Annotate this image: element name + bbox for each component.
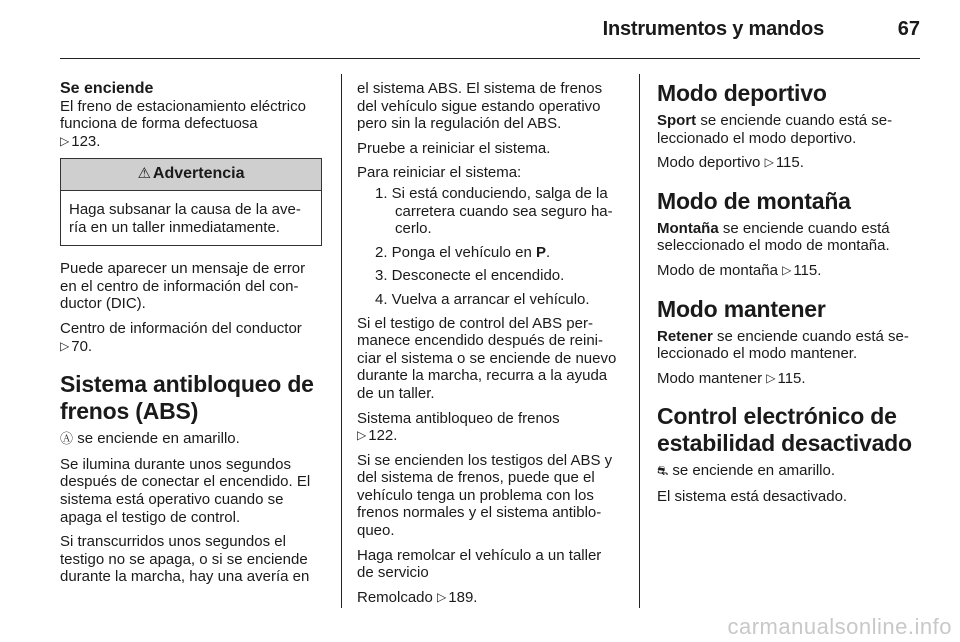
page-reference[interactable]: ▷ 123. bbox=[60, 132, 101, 150]
paragraph: Modo mantener ▷ 115. bbox=[657, 369, 806, 387]
section-title-abs: Sistema antibloqueo de frenos (ABS) bbox=[60, 371, 314, 425]
paragraph: Si el testigo de control del ABS per-manece encendido después de reini-ciar el sistema o se enciende de nuevo durante la marcha, recurra a la ayuda de un taller. bbox=[357, 314, 617, 402]
paragraph: Remolcado ▷ 189. bbox=[357, 588, 478, 606]
warning-header: ⚠ Advertencia bbox=[61, 159, 321, 191]
subheading-se-enciende: Se enciende bbox=[60, 80, 154, 97]
column-2 bbox=[357, 80, 619, 613]
column-divider-2 bbox=[639, 74, 640, 608]
paragraph: Montaña se enciende cuando está seleccionado el modo de montaña. bbox=[657, 219, 890, 255]
section-title-mountain: Modo de montaña bbox=[657, 187, 851, 214]
page-reference[interactable]: ▷ 70. bbox=[60, 337, 93, 355]
header-rule bbox=[60, 58, 920, 59]
abs-telltale-icon: Ⓐ bbox=[60, 432, 74, 448]
paragraph: Se ilumina durante unos segundos después de conectar el encendido. El sistema está operativo cuando se apaga el testigo de control. bbox=[60, 455, 311, 526]
page-reference[interactable]: ▷ 115. bbox=[782, 261, 822, 279]
column-divider-1 bbox=[341, 74, 342, 608]
warning-box bbox=[60, 158, 322, 246]
page-header-title: Instrumentos y mandos bbox=[602, 18, 824, 40]
sport-label: Sport bbox=[657, 112, 697, 129]
ref-arrow-icon: ▷ bbox=[764, 155, 774, 170]
paragraph: Centro de información del conductor ▷ 70. bbox=[60, 319, 302, 355]
paragraph: Para reiniciar el sistema: bbox=[357, 164, 522, 182]
list-item: 2. Ponga el vehículo en P. bbox=[375, 243, 551, 261]
steps-list bbox=[357, 185, 619, 309]
ref-arrow-icon: ▷ bbox=[782, 262, 792, 277]
column-1 bbox=[60, 80, 322, 593]
column-3 bbox=[657, 80, 919, 513]
section-title-esc-off: Control electrónico de estabilidad desactivado bbox=[657, 403, 912, 457]
paragraph: El sistema está desactivado. bbox=[657, 487, 848, 505]
paragraph: El freno de estacionamiento eléctrico funciona de forma defectuosa ▷ 123. bbox=[60, 97, 306, 150]
paragraph: el sistema ABS. El sistema de frenos del vehículo sigue estando operativo pero sin la regulación del ABS. bbox=[357, 80, 603, 133]
paragraph: Si transcurridos unos segundos el testigo no se apaga, o si se enciende durante la marcha, hay una avería en bbox=[60, 533, 310, 586]
section-title-hold: Modo mantener bbox=[657, 295, 826, 322]
paragraph: Si se encienden los testigos del ABS y del sistema de frenos, puede que el vehículo tenga un problema con los frenos normales y el sistema antiblo-queo. bbox=[357, 451, 613, 540]
warning-text: Haga subsanar la causa de la ave-ría en un taller inmediatamente. bbox=[69, 200, 301, 236]
page-reference[interactable]: ▷ 115. bbox=[766, 369, 806, 387]
mountain-label: Montaña bbox=[657, 219, 719, 237]
paragraph: Modo de montaña ▷ 115. bbox=[657, 261, 822, 279]
paragraph: Sistema antibloqueo de frenos ▷ 122. bbox=[357, 409, 560, 445]
section-title-sport: Modo deportivo bbox=[657, 80, 827, 106]
paragraph: Retener se enciende cuando está se-leccionado el modo mantener. bbox=[657, 327, 909, 363]
list-item: 1. Si está conduciendo, salga de la carretera cuando sea seguro ha-cerlo. bbox=[375, 184, 613, 238]
list-item: 4. Vuelva a arrancar el vehículo. bbox=[375, 290, 590, 308]
paragraph: ⛐ se enciende en amarillo. bbox=[657, 462, 836, 480]
paragraph: Ⓐ se enciende en amarillo. bbox=[60, 430, 240, 448]
ref-arrow-icon: ▷ bbox=[60, 338, 70, 353]
esc-off-telltale-icon: ⛐ bbox=[657, 464, 669, 480]
paragraph: Modo deportivo ▷ 115. bbox=[657, 154, 804, 172]
ref-arrow-icon: ▷ bbox=[60, 133, 70, 148]
paragraph: Sport se enciende cuando está se-leccionado el modo deportivo. bbox=[657, 112, 893, 147]
page-reference[interactable]: ▷ 189. bbox=[437, 588, 478, 606]
ref-arrow-icon: ▷ bbox=[766, 370, 776, 385]
ref-arrow-icon: ▷ bbox=[357, 428, 367, 443]
warning-triangle-icon: ⚠ bbox=[137, 164, 151, 183]
paragraph: Haga remolcar el vehículo a un taller de servicio bbox=[357, 546, 602, 582]
list-item: 3. Desconecte el encendido. bbox=[375, 267, 565, 285]
watermark: carmanualsonline.info bbox=[727, 614, 952, 639]
page-number: 67 bbox=[897, 18, 920, 40]
hold-label: Retener bbox=[657, 327, 713, 345]
page-reference[interactable]: ▷ 115. bbox=[764, 154, 804, 172]
page-reference[interactable]: ▷ 122. bbox=[357, 427, 398, 445]
paragraph: Pruebe a reiniciar el sistema. bbox=[357, 139, 551, 157]
paragraph: Puede aparecer un mensaje de error en el centro de información del con-ductor (DIC). bbox=[60, 260, 306, 313]
ref-arrow-icon: ▷ bbox=[437, 589, 447, 604]
